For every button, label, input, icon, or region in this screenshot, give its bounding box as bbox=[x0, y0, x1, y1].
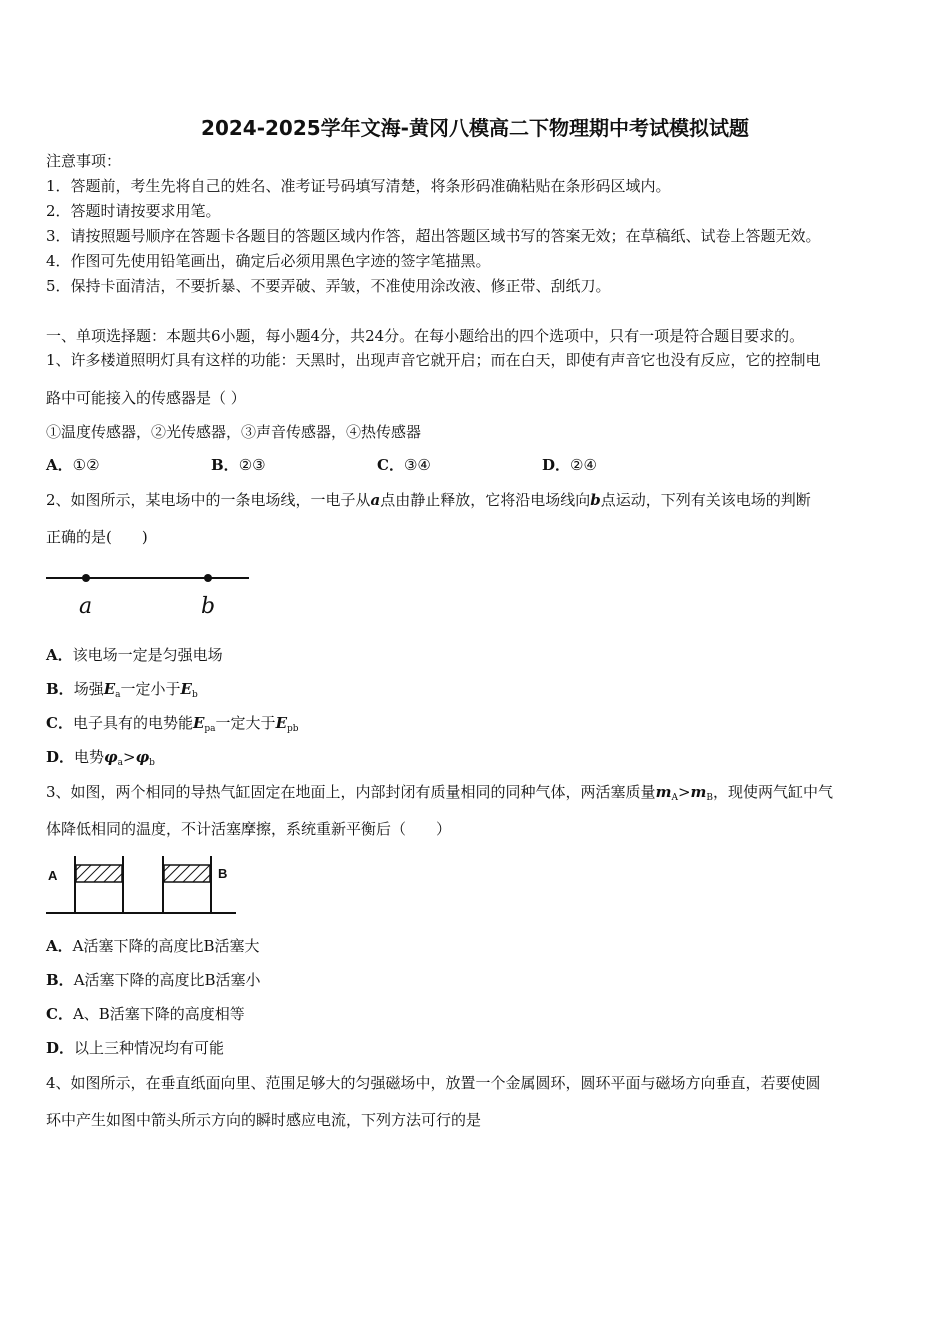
point-b: b bbox=[590, 491, 601, 509]
point-b-label: b bbox=[201, 594, 216, 619]
q1-stem-line2: 路中可能接入的传感器是（ ） bbox=[46, 389, 246, 407]
option-letter: C． bbox=[46, 1005, 73, 1023]
q2-text: 点由静止释放，它将沿电场线向 bbox=[380, 491, 591, 509]
notice-item: 3．请按照题号顺序在答题卡各题目的答题区域内作答，超出答题区域书写的答案无效；在草稿纸、试卷上答题无效。 bbox=[46, 227, 821, 245]
q2-stem-line1 bbox=[46, 490, 811, 510]
q3-stem-line2: 体降低相同的温度，不计活塞摩擦，系统重新平衡后（ ） bbox=[46, 820, 452, 838]
option-text: A活塞下降的高度比B活塞小 bbox=[73, 971, 261, 989]
option-text: > bbox=[122, 748, 136, 766]
page-title: 2024-2025学年文海-黄冈八模高二下物理期中考试模拟试题 bbox=[201, 116, 749, 140]
option-text: ③④ bbox=[403, 456, 431, 474]
q2-option-a bbox=[46, 645, 223, 665]
symbol: m bbox=[690, 783, 707, 801]
option-text: A、B活塞下降的高度相等 bbox=[72, 1005, 245, 1023]
q3-stem-line1 bbox=[46, 782, 833, 802]
q2-text: 2、如图所示，某电场中的一条电场线，一电子从 bbox=[46, 491, 371, 509]
q1-option-a bbox=[46, 455, 100, 475]
option-letter: A． bbox=[46, 937, 73, 955]
option-text: 场强 bbox=[73, 680, 104, 698]
q3-text: 3、如图，两个相同的导热气缸固定在地面上，内部封闭有质量相同的同种气体，两活塞质量 bbox=[46, 783, 656, 801]
option-text: 一定小于 bbox=[120, 680, 181, 698]
q3-text: ，现使两气缸中气 bbox=[713, 783, 834, 801]
option-text: ②③ bbox=[238, 456, 266, 474]
option-letter: A． bbox=[46, 646, 73, 664]
symbol: φ bbox=[135, 748, 150, 766]
q3-option-a bbox=[46, 936, 260, 956]
option-letter: C． bbox=[377, 456, 404, 474]
subscript: pb bbox=[287, 724, 299, 734]
piston-a bbox=[76, 865, 122, 882]
q2-text: 点运动，下列有关该电场的判断 bbox=[600, 491, 811, 509]
option-letter: C． bbox=[46, 714, 73, 732]
option-text: 以上三种情况均有可能 bbox=[74, 1039, 225, 1057]
q4-stem-line2: 环中产生如图中箭头所示方向的瞬时感应电流，下列方法可行的是 bbox=[46, 1111, 482, 1129]
notice-item: 2．答题时请按要求用笔。 bbox=[46, 202, 221, 220]
piston-b bbox=[164, 865, 210, 882]
option-letter: B． bbox=[46, 971, 74, 989]
option-letter: D． bbox=[542, 456, 571, 474]
q3-option-c bbox=[46, 1004, 245, 1024]
q3-option-b bbox=[46, 970, 261, 990]
subscript: b bbox=[149, 758, 155, 768]
symbol: E bbox=[180, 680, 192, 698]
q3-text: > bbox=[677, 783, 691, 801]
notice-item: 4．作图可先使用铅笔画出，确定后必须用黑色字迹的签字笔描黑。 bbox=[46, 252, 491, 270]
subscript: a bbox=[117, 758, 123, 768]
section-heading: 一、单项选择题：本题共6小题，每小题4分，共24分。在每小题给出的四个选项中，只有一项是符合题目要求的。 bbox=[46, 327, 805, 345]
symbol: E bbox=[103, 680, 116, 698]
option-text: 电子具有的电势能 bbox=[72, 714, 193, 732]
q1-stem-line1: 1、许多楼道照明灯具有这样的功能：天黑时，出现声音它就开启；而在白天，即使有声音它也没有反应，它的控制电 bbox=[46, 351, 821, 369]
q1-option-c bbox=[377, 455, 431, 475]
q2-stem-line2: 正确的是( ) bbox=[46, 528, 148, 546]
q1-option-b bbox=[211, 455, 266, 475]
symbol: E bbox=[192, 714, 205, 732]
q4-stem-line1: 4、如图所示，在垂直纸面向里、范围足够大的匀强磁场中，放置一个金属圆环，圆环平面与磁场方向垂直，若要使圆 bbox=[46, 1074, 821, 1092]
q2-option-b bbox=[46, 679, 198, 699]
cylinder-a-label: A bbox=[48, 868, 58, 883]
q3-option-d bbox=[46, 1038, 224, 1058]
point-b-dot bbox=[204, 574, 212, 582]
option-text: 电势 bbox=[74, 748, 105, 766]
point-a-label: a bbox=[79, 594, 93, 619]
subscript: b bbox=[191, 690, 198, 700]
q2-option-c bbox=[46, 713, 299, 733]
subscript: A bbox=[671, 793, 678, 803]
option-text: A活塞下降的高度比B活塞大 bbox=[72, 937, 260, 955]
option-letter: D． bbox=[46, 1039, 75, 1057]
q1-sensor-list: ①温度传感器，②光传感器，③声音传感器，④热传感器 bbox=[46, 423, 422, 441]
option-text: 该电场一定是匀强电场 bbox=[72, 646, 223, 664]
q2-option-d bbox=[46, 747, 155, 767]
option-text: ①② bbox=[72, 456, 100, 474]
symbol: φ bbox=[104, 748, 118, 766]
gas-cylinder-figure bbox=[44, 852, 244, 918]
subscript: pa bbox=[204, 724, 216, 734]
q1-option-d bbox=[542, 455, 597, 475]
subscript: a bbox=[115, 690, 121, 700]
subscript: B bbox=[706, 793, 714, 803]
option-letter: B． bbox=[211, 456, 239, 474]
point-a: a bbox=[370, 491, 381, 509]
notice-item: 1．答题前，考生先将自己的姓名、准考证号码填写清楚，将条形码准确粘贴在条形码区域内。 bbox=[46, 177, 671, 195]
symbol: E bbox=[275, 714, 287, 732]
notice-item: 5．保持卡面清洁，不要折暴、不要弄破、弄皱，不准使用涂改液、修正带、刮纸刀。 bbox=[46, 277, 611, 295]
option-text: 一定大于 bbox=[215, 714, 276, 732]
notice-heading: 注意事项： bbox=[46, 152, 122, 170]
point-a-dot bbox=[82, 574, 90, 582]
cylinder-b-label: B bbox=[218, 866, 228, 881]
option-text: ②④ bbox=[570, 456, 597, 474]
option-letter: D． bbox=[46, 748, 75, 766]
electric-field-line-figure bbox=[46, 565, 256, 620]
option-letter: A． bbox=[46, 456, 73, 474]
option-letter: B． bbox=[46, 680, 74, 698]
symbol: m bbox=[655, 783, 672, 801]
